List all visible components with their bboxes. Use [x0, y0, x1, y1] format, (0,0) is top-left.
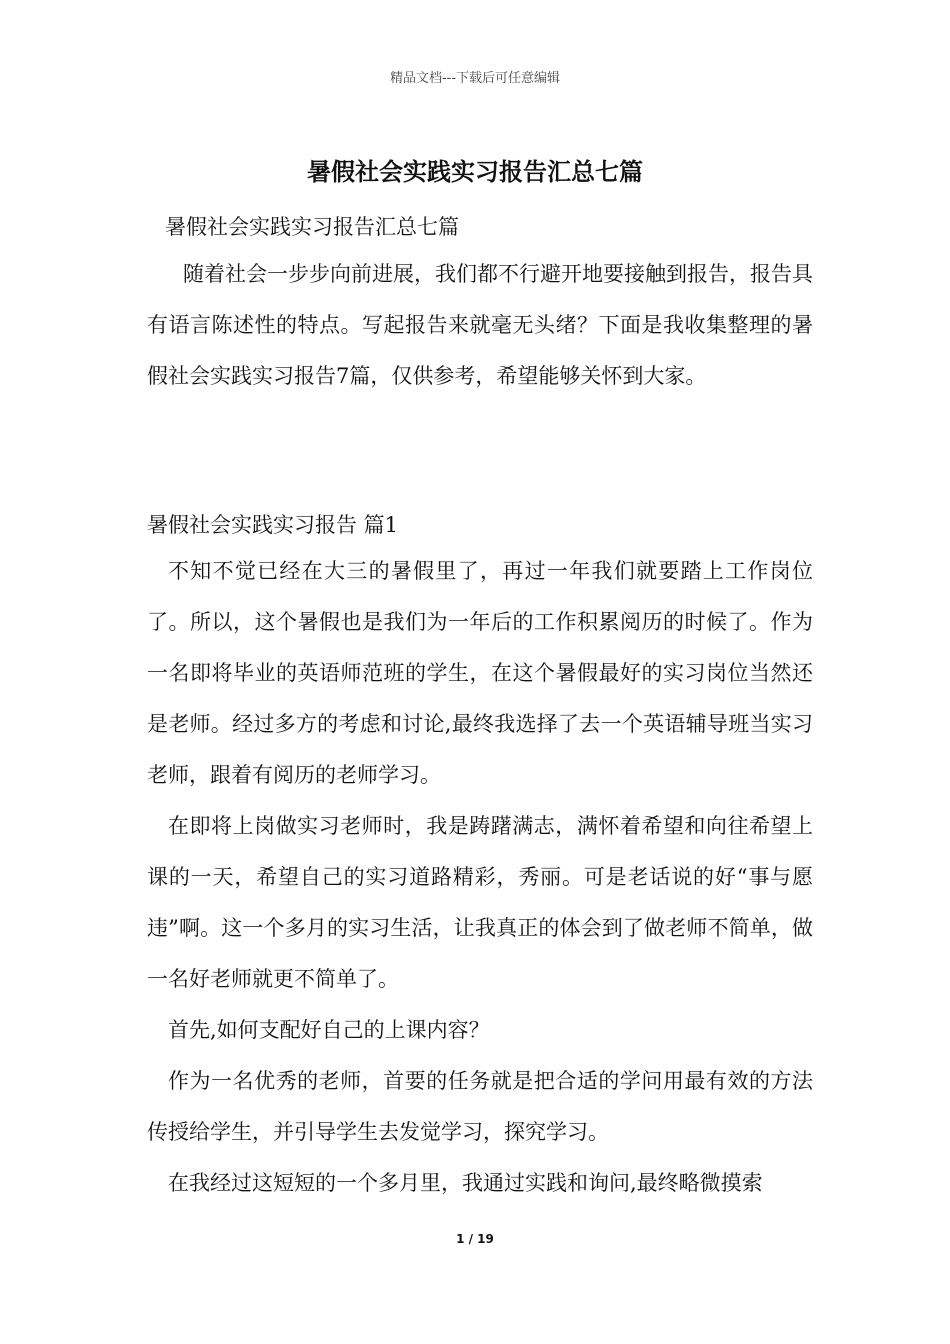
paragraph: 在我经过这短短的一个多月里，我通过实践和询问,最终略微摸索 — [168, 1171, 763, 1195]
page-header: 精品文档---下载后可任意编辑 — [389, 71, 561, 86]
paragraph: 首先,如何支配好自己的上课内容？ — [168, 1018, 490, 1042]
document-title: 暑假社会实践实习报告汇总七篇 — [307, 158, 643, 186]
intro-paragraph: 随着社会一步步向前进展，我们都不行避开地要接触到报告，报告具有语言陈述性的特点。写起报告来就毫无头绪？下面是我收集整理的暑假社会实践实习报告7篇，仅供参考，希望能够关怀到大家。 — [147, 262, 813, 388]
section-content — [147, 546, 813, 1209]
page-indicator: 1 / 19 — [456, 1232, 494, 1246]
paragraph: 在即将上岗做实习老师时，我是踌躇满志，满怀着希望和向往希望上课的一天，希望自己的实习道路精彩，秀丽。可是老话说的好“事与愿违”啊。这一个多月的实习生活，让我真正的体会到了做老师不简单，做一名好老师就更不简单了。 — [147, 814, 813, 991]
section-heading: 暑假社会实践实习报告 篇1 — [147, 513, 399, 537]
document-subtitle: 暑假社会实践实习报告汇总七篇 — [165, 215, 459, 239]
paragraph: 不知不觉已经在大三的暑假里了，再过一年我们就要踏上工作岗位了。所以，这个暑假也是我们为一年后的工作积累阅历的时候了。作为一名即将毕业的英语师范班的学生，在这个暑假最好的实习岗位当然还是老师。经过多方的考虑和讨论,最终我选择了去一个英语辅导班当实习老师，跟着有阅历的老师学习。 — [147, 559, 813, 787]
paragraph: 作为一名优秀的老师，首要的任务就是把合适的学问用最有效的方法传授给学生，并引导学生去发觉学习，探究学习。 — [147, 1069, 813, 1144]
